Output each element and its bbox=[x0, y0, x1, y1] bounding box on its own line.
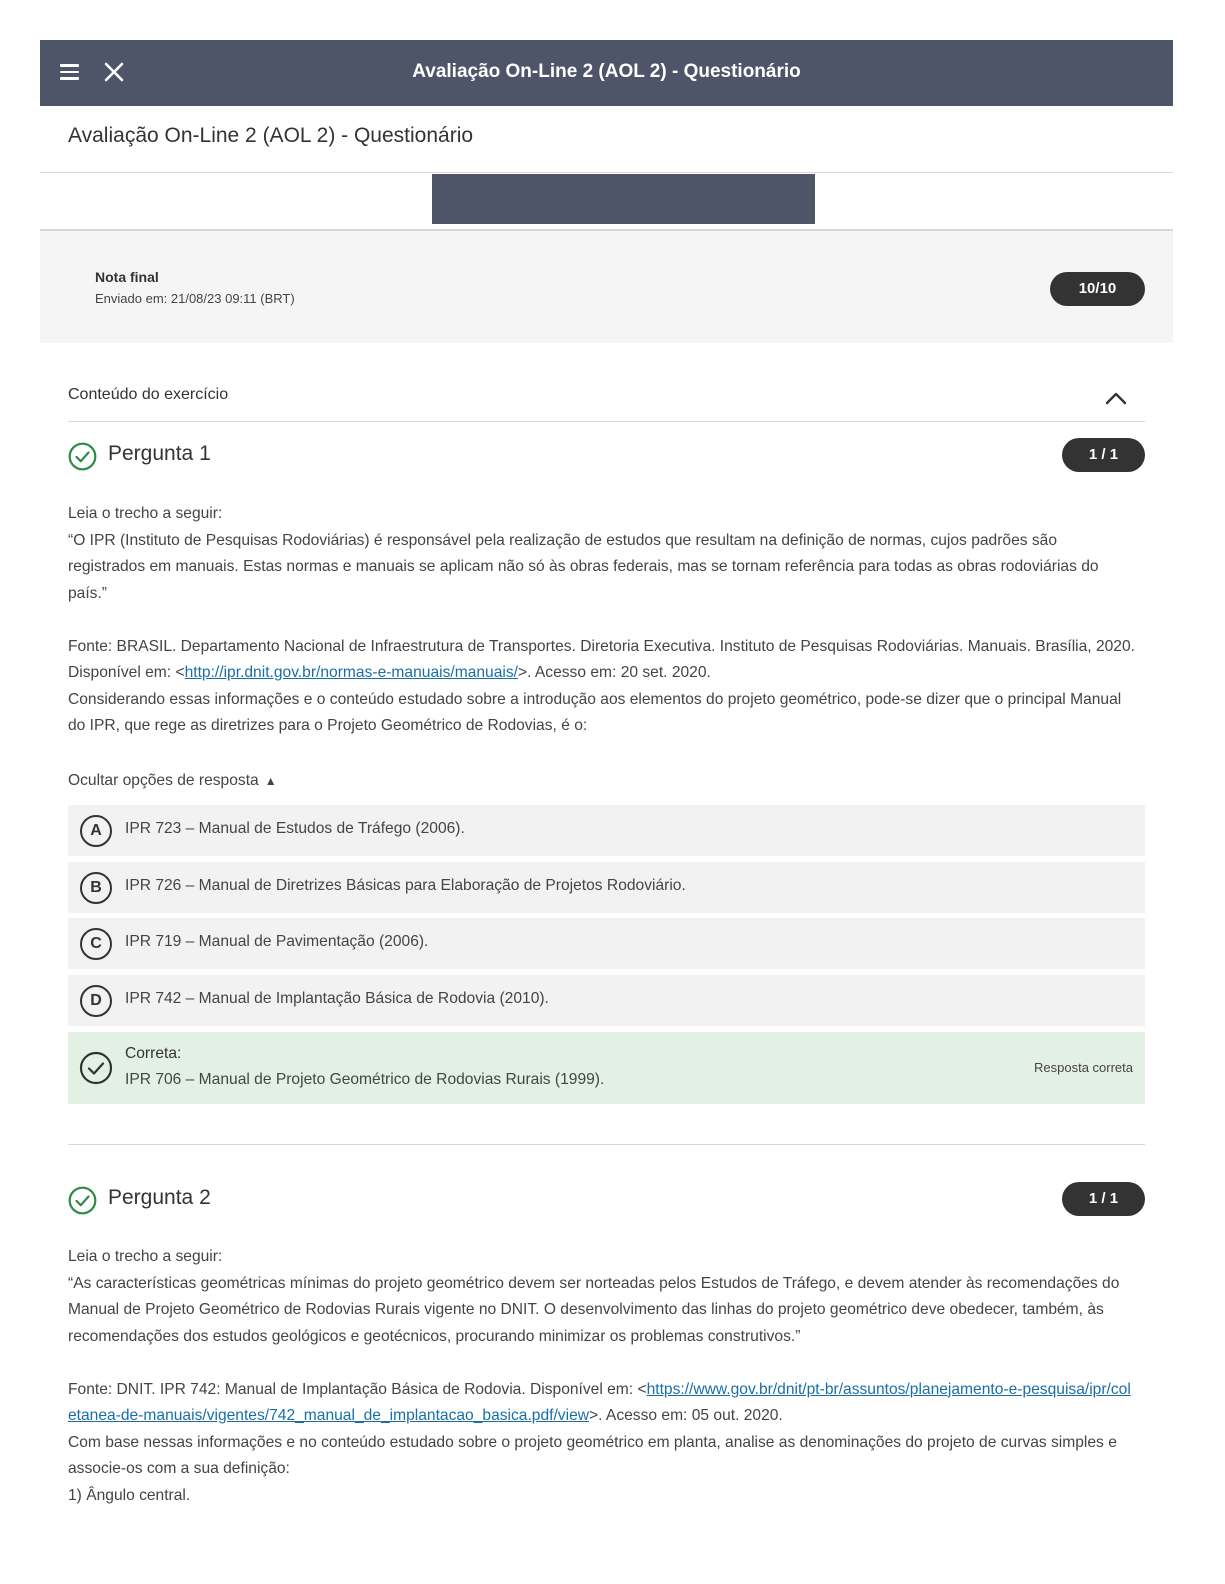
question-2-quote: “As características geométricas mínimas do projeto geométrico devem ser norteadas pelos Estudos de Tráfego, e devem atender às recomendações do Manual de Projeto Geométrico de Rodovias Rurais vigente no DNIT. O desenvolvimento das linhas do projeto geométrico deve obedecer, também, às recomendações dos estudos geológicos e geotécnicos, procurando minimizar os problemas construtivos.” bbox=[68, 1274, 1120, 1345]
answer-option-b[interactable] bbox=[68, 862, 1145, 913]
question-2-source: Fonte: DNIT. IPR 742: Manual de Implantação Básica de Rodovia. Disponível em: <https://www.gov.br/dnit/pt-br/assuntos/planejamento-e-pesquisa/ipr/coletanea-de-manuais/vigentes/742_manual_de_implantacao_basica.pdf/view>. Acesso em: 05 out. 2020. bbox=[68, 1380, 1131, 1424]
correct-answer-option[interactable] bbox=[68, 1032, 1145, 1104]
hide-options-toggle[interactable]: Ocultar opções de resposta ▲ bbox=[68, 772, 277, 789]
question-2-intro: Leia o trecho a seguir: bbox=[68, 1248, 223, 1265]
top-bar-title: Avaliação On-Line 2 (AOL 2) - Questionário bbox=[412, 61, 801, 82]
question-1-source-link[interactable]: http://ipr.dnit.gov.br/normas-e-manuais/manuais/ bbox=[184, 664, 518, 681]
question-2-score-badge: 1 / 1 bbox=[1062, 1182, 1145, 1216]
check-circle-icon bbox=[68, 1186, 97, 1215]
divider bbox=[68, 421, 1145, 422]
option-letter: A bbox=[80, 815, 112, 847]
answer-option-a[interactable] bbox=[68, 805, 1145, 856]
section-title: Conteúdo do exercício bbox=[68, 386, 229, 403]
grade-label: Nota final bbox=[95, 269, 159, 285]
question-2-title: Pergunta 2 bbox=[108, 1186, 211, 1209]
page-title: Avaliação On-Line 2 (AOL 2) - Questionário bbox=[68, 124, 474, 147]
answer-option-c[interactable] bbox=[68, 918, 1145, 969]
check-circle-icon bbox=[68, 442, 97, 471]
question-2-item-1: 1) Ângulo central. bbox=[68, 1486, 191, 1504]
question-1-body bbox=[68, 501, 1138, 740]
answer-option-d[interactable] bbox=[68, 975, 1145, 1026]
option-text: IPR 726 – Manual de Diretrizes Básicas para Elaboração de Projetos Rodoviário. bbox=[125, 877, 686, 894]
question-1-quote: “O IPR (Instituto de Pesquisas Rodoviárias) é responsável pela realização de estudos que resultam na definição de normas, cujos padrões são registrados em manuais. Estas normas e manuais se aplicam não só às obras federais, mas se tornam referência para todas as obras rodoviárias do país.” bbox=[68, 531, 1099, 602]
grade-sent-date: Enviado em: 21/08/23 09:11 (BRT) bbox=[95, 291, 295, 306]
question-2-source-link[interactable]: https://www.gov.br/dnit/pt-br/assuntos/planejamento-e-pesquisa/ipr/coletanea-de-manuais/vigentes/742_manual_de_implantacao_basica.pdf/view bbox=[68, 1380, 1131, 1424]
option-letter: C bbox=[80, 928, 112, 960]
divider bbox=[40, 172, 1173, 173]
correct-label: Correta: bbox=[125, 1045, 182, 1062]
option-letter: D bbox=[80, 985, 112, 1017]
option-text: IPR 723 – Manual de Estudos de Tráfego (2006). bbox=[125, 820, 465, 837]
correct-text: IPR 706 – Manual de Projeto Geométrico de Rodovias Rurais (1999). bbox=[125, 1071, 605, 1088]
grade-score-badge: 10/10 bbox=[1050, 272, 1145, 306]
chevron-up-icon[interactable] bbox=[1104, 390, 1128, 406]
question-1-intro: Leia o trecho a seguir: bbox=[68, 505, 223, 522]
grade-panel bbox=[40, 231, 1173, 343]
option-text: IPR 719 – Manual de Pavimentação (2006). bbox=[125, 933, 429, 950]
redacted-block bbox=[432, 174, 815, 224]
question-1-score-badge: 1 / 1 bbox=[1062, 438, 1145, 472]
question-1-prompt: Considerando essas informações e o conteúdo estudado sobre a introdução aos elementos do projeto geométrico, pode-se dizer que o principal Manual do IPR, que rege as diretrizes para o Projeto Geométrico de Rodovias, é o: bbox=[68, 690, 1122, 734]
check-circle-icon bbox=[79, 1051, 113, 1085]
question-2-prompt: Com base nessas informações e no conteúdo estudado sobre o projeto geométrico em planta, analise as denominações do projeto de curvas simples e associe-os com a sua definição: bbox=[68, 1433, 1117, 1477]
question-1-title: Pergunta 1 bbox=[108, 442, 211, 465]
top-bar bbox=[40, 40, 1173, 106]
question-1-source: Fonte: BRASIL. Departamento Nacional de Infraestrutura de Transportes. Diretoria Executiva. Instituto de Pesquisas Rodoviárias. Manuais. Brasília, 2020. Disponível em: <http://ipr.dnit.gov.br/normas-e-manuais/manuais/>. Acesso em: 20 set. 2020. bbox=[68, 637, 1135, 681]
option-letter: B bbox=[80, 872, 112, 904]
option-text: IPR 742 – Manual de Implantação Básica de Rodovia (2010). bbox=[125, 990, 549, 1007]
caret-up-icon: ▲ bbox=[264, 774, 277, 788]
divider bbox=[68, 1144, 1145, 1145]
correct-answer-tag: Resposta correta bbox=[1034, 1060, 1133, 1075]
question-2-body bbox=[68, 1244, 1138, 1509]
